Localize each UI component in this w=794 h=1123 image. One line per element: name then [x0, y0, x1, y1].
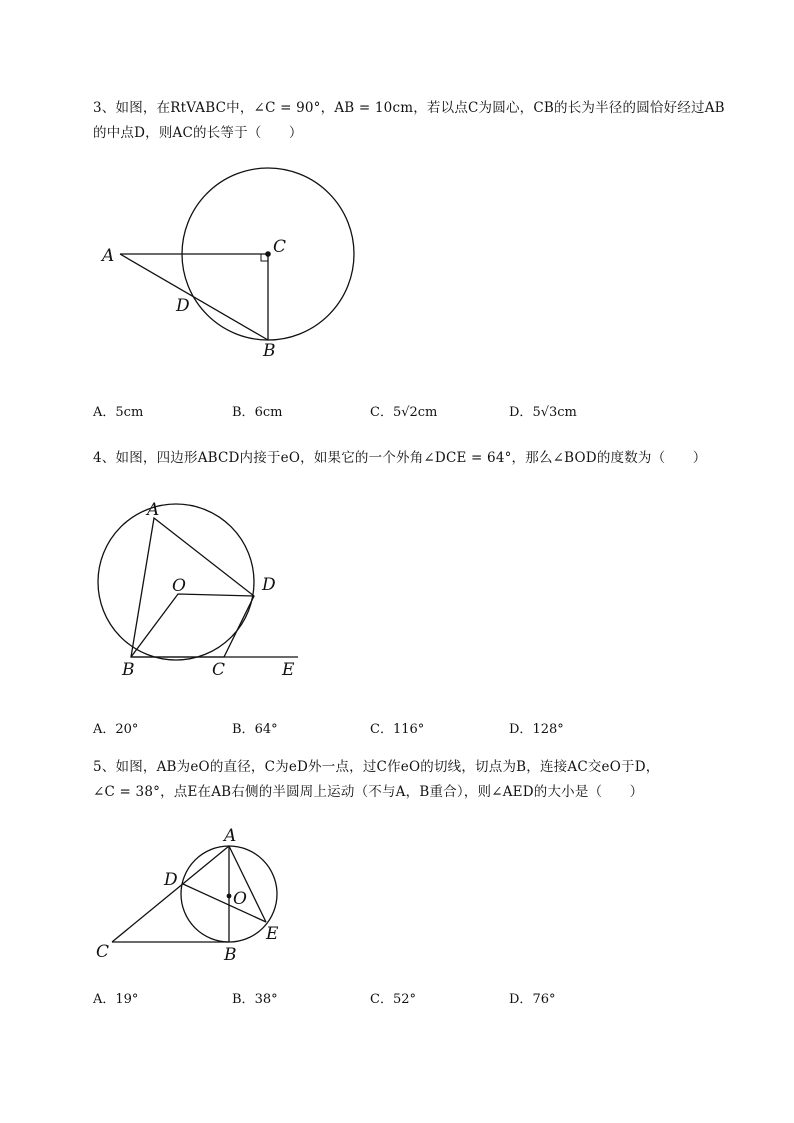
- question-3-line-1: 3、如图，在RtVABC中，∠C = 90°，AB = 10cm，若以点C为圆心，CB的长为半径的圆恰好经过AB: [93, 100, 725, 116]
- label-o: O: [172, 576, 186, 596]
- question-5-line-2: ∠C = 38°，点E在AB右侧的半圆周上运动（不与A，B重合），则∠AED的大小是（ ）: [93, 784, 644, 800]
- label-d: D: [164, 870, 178, 890]
- option-c[interactable]: C．116°: [370, 722, 425, 737]
- label-e: E: [266, 924, 279, 944]
- option-b[interactable]: B．38°: [232, 992, 278, 1007]
- label-a: A: [147, 500, 160, 520]
- label-a: A: [102, 246, 115, 266]
- label-o: O: [233, 889, 247, 909]
- option-d[interactable]: D．76°: [509, 992, 556, 1007]
- option-b[interactable]: B．64°: [232, 722, 278, 737]
- segment-ab: [120, 254, 268, 340]
- question-3-line-2: 的中点D，则AC的长等于（ ）: [93, 125, 303, 141]
- option-d[interactable]: D．5√3cm: [509, 405, 577, 420]
- label-c: C: [96, 942, 110, 962]
- segment-ca: [112, 846, 229, 942]
- question-4-line-1: 4、如图，四边形ABCD内接于eO，如果它的一个外角∠DCE = 64°，那么∠BOD的度数为（ ）: [93, 450, 707, 466]
- question-3-text: [93, 96, 743, 146]
- question-4-text: [93, 446, 743, 471]
- question-5-text: [93, 755, 743, 805]
- option-c[interactable]: C．52°: [370, 992, 416, 1007]
- question-5-options: [93, 988, 653, 1008]
- label-c: C: [273, 237, 287, 257]
- label-c: C: [212, 660, 226, 680]
- center-dot-o: [227, 894, 232, 899]
- option-d[interactable]: D．128°: [509, 722, 564, 737]
- label-a: A: [224, 826, 237, 846]
- path-bod: [131, 594, 254, 657]
- label-d: D: [176, 296, 190, 316]
- label-b: B: [224, 945, 237, 965]
- quadrilateral-abcd: [131, 518, 254, 657]
- question-3-options: [93, 401, 653, 421]
- question-3-figure: [90, 160, 370, 370]
- option-b[interactable]: B．6cm: [232, 405, 283, 420]
- option-c[interactable]: C．5√2cm: [370, 405, 438, 420]
- question-5-line-1: 5、如图，AB为eO的直径，C为eD外一点，过C作eO的切线，切点为B，连接AC交eO于D，: [93, 759, 660, 775]
- label-b: B: [122, 660, 135, 680]
- question-5-figure: [90, 820, 300, 970]
- question-4-options: [93, 718, 653, 738]
- label-d: D: [262, 575, 276, 595]
- label-e: E: [282, 660, 295, 680]
- option-a[interactable]: A．19°: [93, 992, 139, 1007]
- option-a[interactable]: A．20°: [93, 722, 139, 737]
- question-4-figure: [90, 495, 320, 690]
- center-dot-c: [265, 251, 271, 257]
- label-b: B: [263, 341, 276, 361]
- segment-de: [183, 884, 266, 922]
- option-a[interactable]: A．5cm: [93, 405, 144, 420]
